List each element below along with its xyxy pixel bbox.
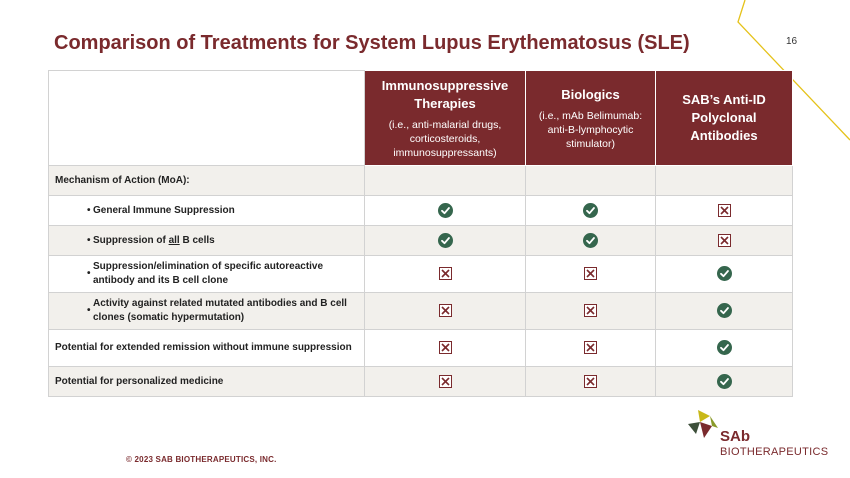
mark-cell	[365, 166, 526, 196]
row-label	[49, 367, 365, 397]
copyright-footer: © 2023 SAB BIOTHERAPEUTICS, INC.	[126, 455, 277, 464]
row-label	[49, 166, 365, 196]
mark-cell	[656, 226, 793, 256]
check-icon	[717, 374, 732, 389]
mark-cell	[365, 330, 526, 367]
check-icon	[717, 340, 732, 355]
logo-mark-icon	[686, 408, 722, 444]
cross-box-icon	[718, 234, 731, 247]
header-blank-cell	[49, 71, 365, 166]
table-row	[49, 226, 793, 256]
mark-cell	[526, 293, 656, 330]
table-row	[49, 256, 793, 293]
company-logo	[686, 408, 836, 463]
row-label	[49, 256, 365, 293]
mark-cell	[526, 256, 656, 293]
check-icon	[583, 233, 598, 248]
slide-title: Comparison of Treatments for System Lupus Erythematosus (SLE)	[54, 32, 690, 54]
mark-cell	[526, 166, 656, 196]
bullet-glyph: •	[87, 234, 91, 246]
mark-cell	[365, 293, 526, 330]
row-label	[49, 330, 365, 367]
check-icon	[717, 303, 732, 318]
bullet-glyph: •	[87, 204, 91, 216]
column-header-sab-anti-id	[656, 71, 793, 166]
row-label-emphasis: all	[168, 234, 180, 246]
row-label	[49, 196, 365, 226]
mark-cell	[656, 166, 793, 196]
mark-cell	[656, 367, 793, 397]
mark-cell	[365, 196, 526, 226]
table-row	[49, 293, 793, 330]
column-header-biologics	[526, 71, 656, 166]
comparison-table	[48, 70, 793, 397]
mark-cell	[365, 256, 526, 293]
cross-box-icon	[439, 267, 452, 280]
table-header-row	[49, 71, 793, 166]
row-label-text: Mechanism of Action (MoA):	[55, 174, 190, 186]
cross-box-icon	[584, 375, 597, 388]
row-label-text: Suppression/elimination of specific autoreactive antibody and its B cell clone	[93, 261, 324, 286]
column-title: Biologics	[561, 86, 620, 102]
row-label	[49, 226, 365, 256]
row-label-text: General Immune Suppression	[93, 204, 235, 216]
row-label	[49, 293, 365, 330]
column-title: SAB’s Anti-ID Polyclonal Antibodies	[682, 92, 766, 143]
column-subtitle: (i.e., mAb Belimumab: anti-B-lymphocytic stimulator)	[538, 109, 643, 150]
cross-box-icon	[439, 375, 452, 388]
page-number: 16	[786, 36, 798, 47]
column-title: Immunosuppressive Therapies	[381, 77, 509, 111]
table-row	[49, 166, 793, 196]
table-row	[49, 196, 793, 226]
row-label-text: Activity against related mutated antibodies and B cell clones (somatic hypermutation)	[93, 298, 347, 323]
cross-box-icon	[439, 341, 452, 354]
mark-cell	[656, 196, 793, 226]
bullet-glyph: •	[87, 305, 91, 316]
column-header-immunosuppressive	[365, 71, 526, 166]
mark-cell	[365, 226, 526, 256]
row-label-text: Potential for personalized medicine	[55, 375, 224, 387]
mark-cell	[656, 256, 793, 293]
cross-box-icon	[584, 267, 597, 280]
check-icon	[438, 233, 453, 248]
mark-cell	[656, 330, 793, 367]
cross-box-icon	[584, 341, 597, 354]
logo-subtitle: BIOTHERAPEUTICS	[720, 446, 829, 458]
table-row	[49, 330, 793, 367]
column-subtitle: (i.e., anti-malarial drugs, corticosteroids, immunosuppressants)	[388, 118, 502, 159]
cross-box-icon	[718, 204, 731, 217]
table-row	[49, 367, 793, 397]
logo-name: SAb	[720, 428, 750, 445]
row-label-text: Potential for extended remission without immune suppression	[55, 342, 352, 353]
check-icon	[583, 203, 598, 218]
mark-cell	[526, 196, 656, 226]
bullet-glyph: •	[87, 268, 91, 279]
mark-cell	[365, 367, 526, 397]
row-label-text: Suppression of all B cells	[93, 234, 215, 246]
check-icon	[717, 266, 732, 281]
cross-box-icon	[439, 304, 452, 317]
mark-cell	[526, 367, 656, 397]
mark-cell	[526, 226, 656, 256]
mark-cell	[656, 293, 793, 330]
mark-cell	[526, 330, 656, 367]
check-icon	[438, 203, 453, 218]
cross-box-icon	[584, 304, 597, 317]
